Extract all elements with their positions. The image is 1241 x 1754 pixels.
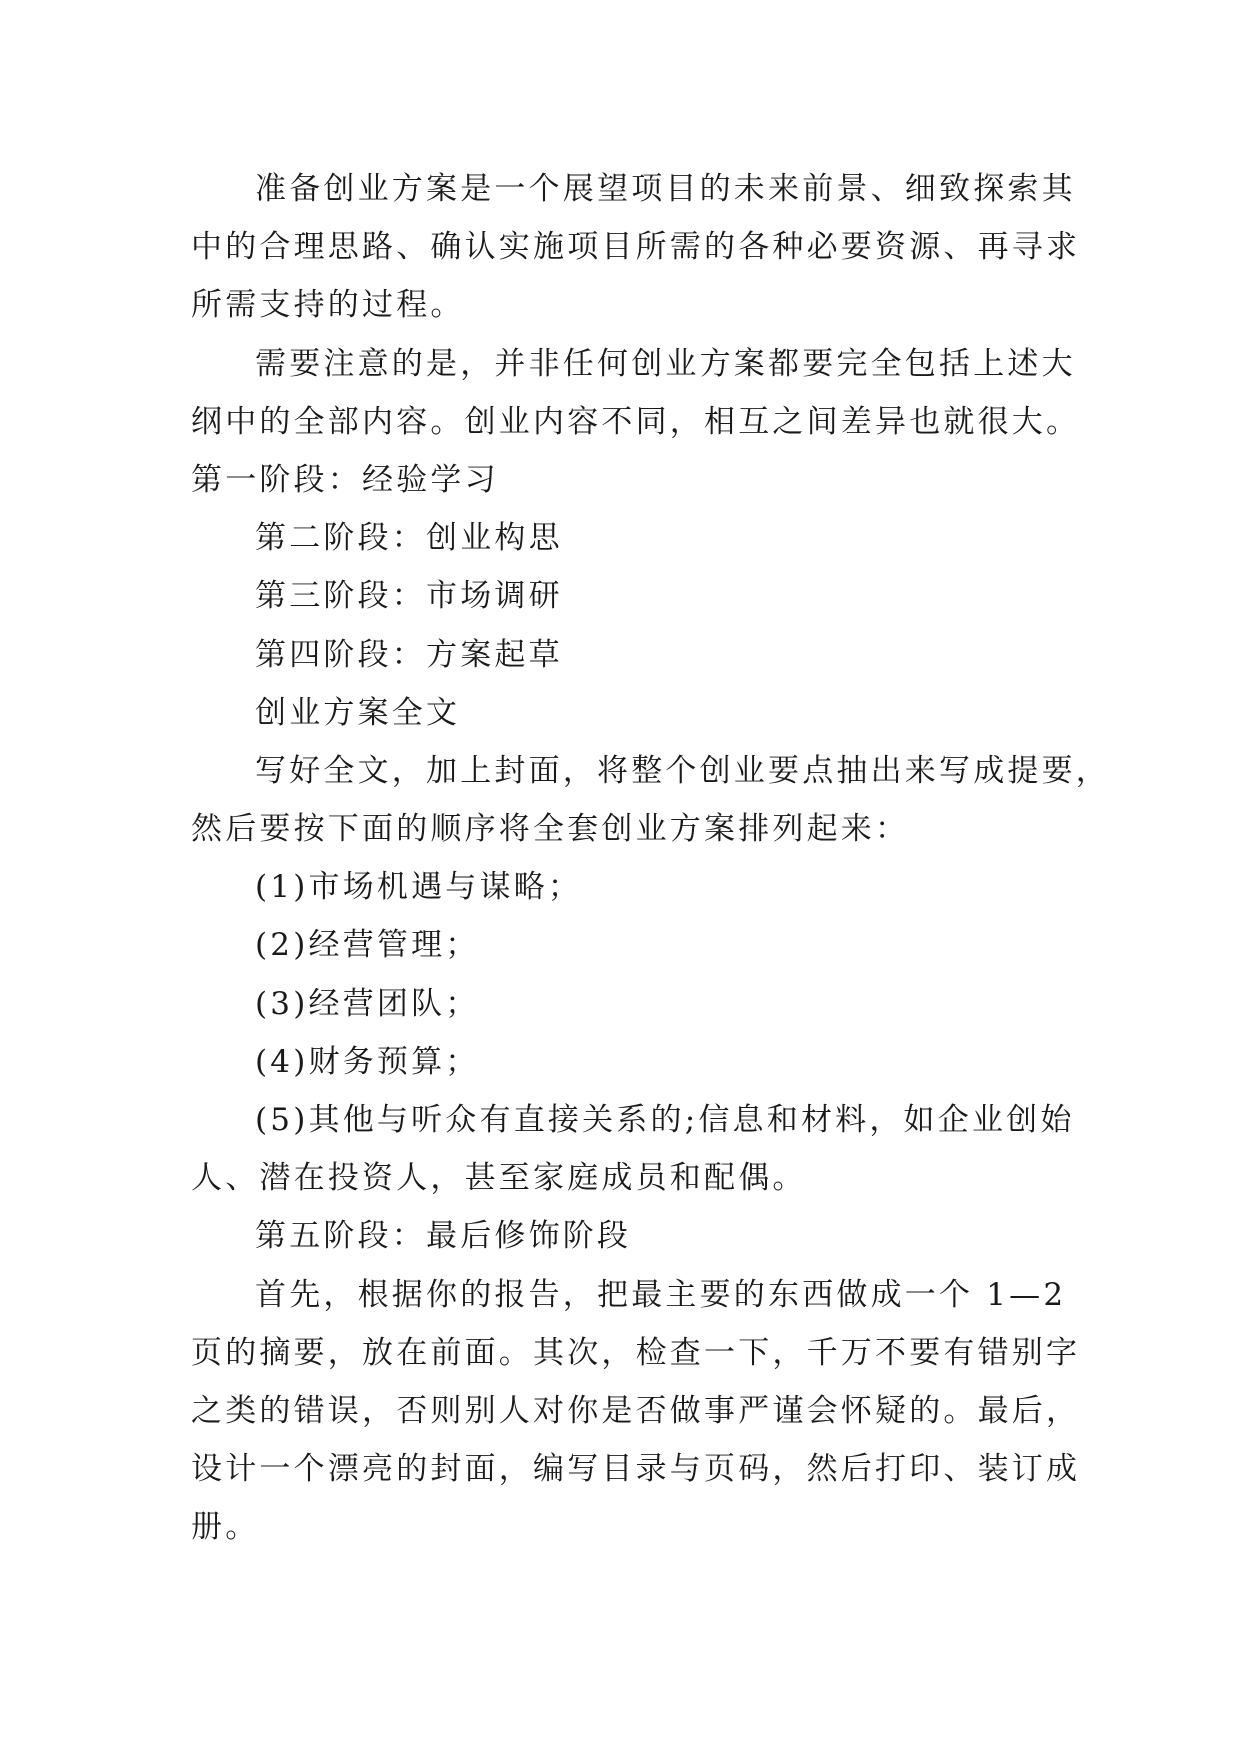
text-line: 页的摘要，放在前面。其次，检查一下，千万不要有错别字 (191, 1334, 1081, 1371)
list-item: (1)市场机遇与谋略； (255, 869, 583, 906)
text-line: 写好全文，加上封面，将整个创业要点抽出来写成提要， (255, 752, 1110, 789)
document-body (191, 160, 1110, 1557)
section-heading: 第四阶段：方案起草 (255, 636, 563, 673)
text-line: 人、潜在投资人，甚至家庭成员和配偶。 (191, 1160, 807, 1197)
list-item: (2)经营管理； (255, 927, 480, 964)
text-line: 需要注意的是，并非任何创业方案都要完全包括上述大 (255, 345, 1076, 382)
section-heading: 第二阶段：创业构思 (255, 520, 563, 557)
list-item: (4)财务预算； (255, 1043, 480, 1080)
text-line: 然后要按下面的顺序将全套创业方案排列起来： (191, 811, 910, 848)
text-line: 册。 (191, 1509, 260, 1546)
section-heading: 创业方案全文 (255, 694, 461, 731)
text-line: 之类的错误，否则别人对你是否做事严谨会怀疑的。最后， (191, 1392, 1081, 1429)
section-heading: 第一阶段：经验学习 (191, 461, 499, 498)
text-line: 中的合理思路、确认实施项目所需的各种必要资源、再寻求 (191, 229, 1081, 266)
text-line: 准备创业方案是一个展望项目的未来前景、细致探索其 (255, 171, 1076, 207)
section-heading: 第三阶段：市场调研 (255, 578, 563, 615)
text-line: 纲中的全部内容。创业内容不同，相互之间差异也就很大。 (191, 403, 1081, 440)
text-line: 首先，根据你的报告，把最主要的东西做成一个 1—2 (255, 1276, 1067, 1313)
text-line: 所需支持的过程。 (191, 287, 465, 324)
list-item: (5)其他与听众有直接关系的;信息和材料，如企业创始 (255, 1102, 1075, 1138)
section-heading: 第五阶段：最后修饰阶段 (255, 1218, 632, 1255)
list-item: (3)经营团队； (255, 985, 480, 1022)
text-line: 设计一个漂亮的封面，编写目录与页码，然后打印、装订成 (191, 1451, 1081, 1488)
